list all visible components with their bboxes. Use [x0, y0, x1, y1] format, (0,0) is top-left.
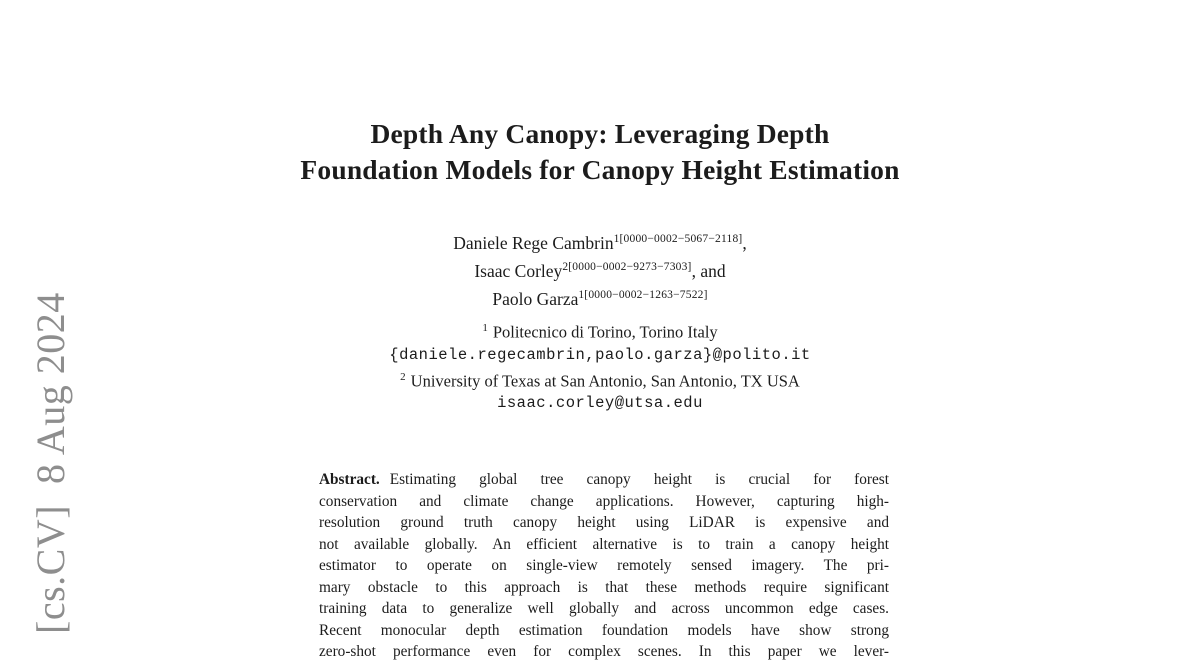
author-isaac-corley [0, 255, 1200, 283]
arxiv-category-date-stamp: [cs.CV] 8 Aug 2024 [28, 292, 73, 634]
affiliation-index: 2 [400, 370, 406, 383]
author-orcid-superscript: 1[0000−0002−1263−7522] [578, 288, 708, 301]
affiliation-list [0, 317, 1200, 414]
author-separator: , [742, 232, 747, 253]
paper-title [0, 116, 1200, 188]
author-paolo-garza [0, 283, 1200, 311]
abstract-line [319, 469, 889, 491]
abstract-line: estimator to operate on single-view remotely sensed imagery. The pri- [319, 557, 889, 574]
affiliation-index: 1 [482, 322, 488, 334]
paper-title-line-2: Foundation Models for Canopy Height Estimation [300, 154, 900, 185]
abstract-label: Abstract. [319, 471, 380, 488]
abstract-line: conservation and climate change applications. However, capturing high- [319, 492, 889, 510]
author-orcid-superscript: 1[0000−0002−5067−2118] [613, 233, 743, 245]
email-utsa: isaac.corley@utsa.edu [497, 394, 703, 412]
affiliation-text: University of Texas at San Antonio, San Antonio, TX USA [410, 371, 800, 390]
abstract-text: Estimating global tree canopy height is crucial for forest [389, 471, 889, 488]
abstract-section [319, 469, 889, 663]
author-list [0, 227, 1200, 310]
author-separator: , and [691, 260, 726, 281]
email-polito: {daniele.regecambrin,paolo.garza}@polito.it [389, 345, 811, 364]
abstract-line: resolution ground truth canopy height using LiDAR is expensive and [319, 514, 889, 531]
abstract-line: mary obstacle to this approach is that these methods require significant [319, 578, 889, 596]
affiliation-ut-san-antonio [0, 366, 1200, 393]
author-daniele-rege-cambrin [0, 227, 1200, 255]
abstract-line: zero-shot performance even for complex scenes. In this paper we lever- [319, 643, 889, 660]
affiliation-politecnico-di-torino [0, 317, 1200, 344]
author-orcid-superscript: 2[0000−0002−9273−7303] [562, 260, 692, 273]
author-name: Daniele Rege Cambrin [453, 232, 614, 253]
abstract-line: Recent monocular depth estimation foundation models have show strong [319, 621, 889, 639]
affiliation-text: Politecnico di Torino, Torino Italy [492, 322, 718, 342]
abstract-line: training data to generalize well globally and across uncommon edge cases. [319, 600, 889, 617]
abstract-line: not available globally. An efficient alternative is to train a canopy height [319, 535, 889, 553]
paper-title-line-1: Depth Any Canopy: Leveraging Depth [370, 118, 830, 149]
author-name: Paolo Garza [492, 288, 579, 309]
author-name: Isaac Corley [474, 260, 563, 281]
